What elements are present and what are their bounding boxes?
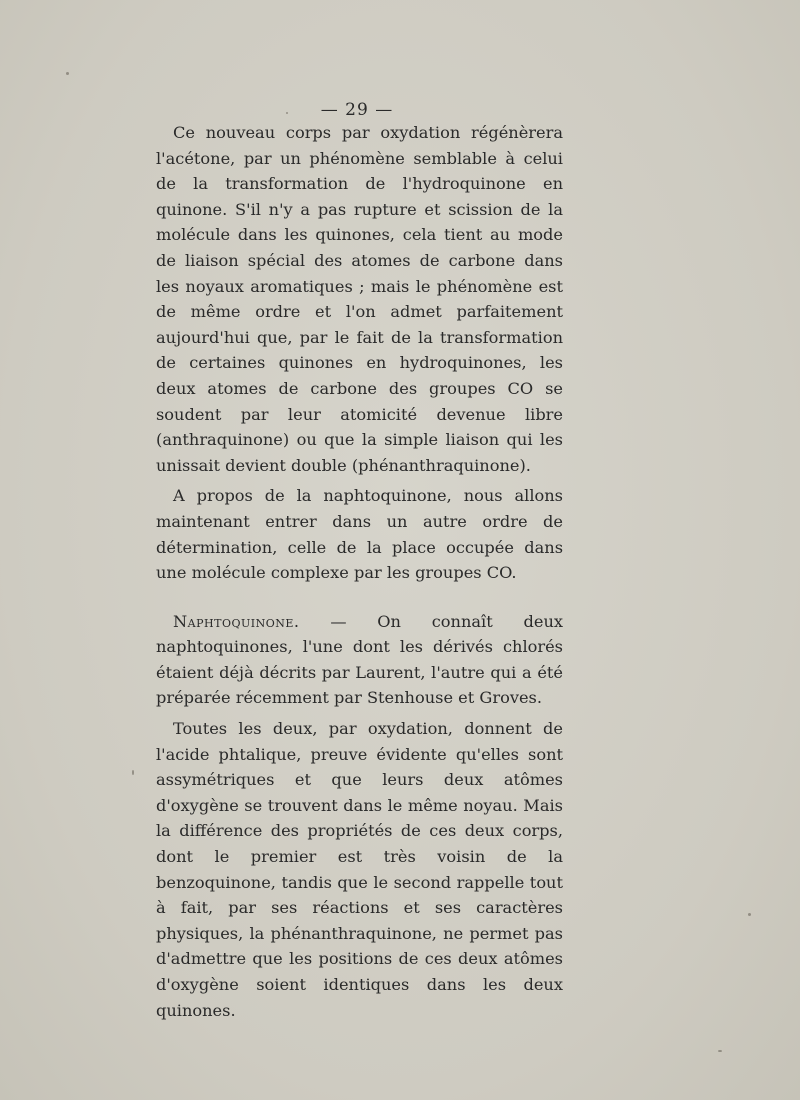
paper-speck [132, 770, 134, 775]
section-text: On connaît deux naphtoquinones, l'une dont les dérivés chlorés étaient déjà décrits par Laurent, l'autre qui a été préparée récemment par Stenhouse et Groves. [156, 611, 564, 708]
paragraph-4: Toutes les deux, par oxydation, donnent de l'acide phtalique, preuve évidente qu'elles sont assymétriques et que leurs deux atômes d'oxygène se trouvent dans le même noyau. Mais la différence des propriétés de ces deux corps, dont le premier est très voisin de la benzoquinone, tandis que le second rappelle tout à fait, par ses réactions et ses caractères physiques, la phénanthraquinone, ne permet pas d'admettre que les positions de ces deux atômes d'oxygène soient identiques dans les deux quinones. [156, 719, 563, 1020]
body-text [156, 120, 563, 1023]
section-heading: Naphtoquinone. [173, 611, 300, 631]
paper-speck [748, 913, 751, 916]
paper-speck [66, 72, 69, 75]
naphtoquinone-paragraph [156, 609, 563, 711]
paragraph-1: Ce nouveau corps par oxydation régénèrera l'acétone, par un phénomène semblable à celui de la transformation de l'hydroquinone en quinone. S'il n'y a pas rupture et scission de la molécule dans les quinones, cela tient au mode de liaison spécial des atomes de carbone dans les noyaux aromatiques ; mais le phénomène est de même ordre et l'on admet parfaitement aujourd'hui que, par le fait de la transformation de certaines quinones en hydroquinones, les deux atomes de carbone des groupes CO se soudent par leur atomicité devenue libre (anthraquinone) ou que la simple liaison qui les unissait devient double (phénanthraquinone). [156, 123, 563, 475]
page-number: — 29 — [320, 100, 394, 120]
paper-speck [286, 112, 288, 114]
paper-speck [718, 1050, 722, 1052]
section-dash: — [299, 611, 378, 631]
paragraph-2: A propos de la naphtoquinone, nous allons maintenant entrer dans un autre ordre de détermination, celle de la place occupée dans une molécule complexe par les groupes CO. [156, 486, 563, 583]
